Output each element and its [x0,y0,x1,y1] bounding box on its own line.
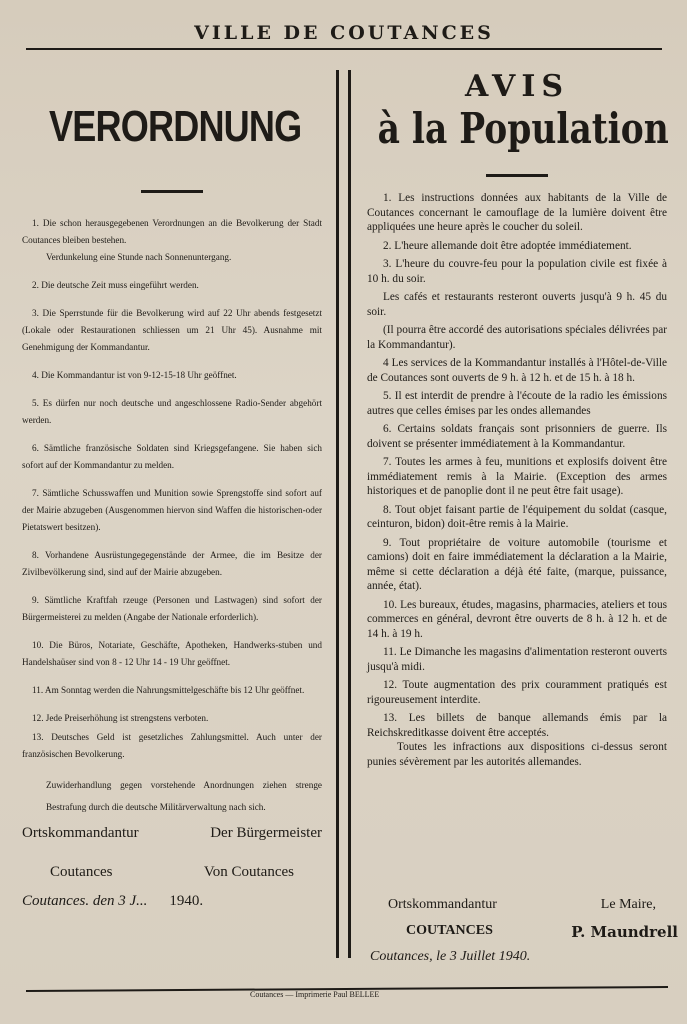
german-item: 12. Jede Preiserhöhung ist strengstens verboten. [32,713,209,723]
french-date: Coutances, le 3 Juillet 1940. [370,949,531,964]
german-item: 7. Sämtliche Schusswaffen und Munition sowie Sprengstoffe sind sofort auf der Mairie abzugeben (Ausgenommen hiervon sind Waffen die historischen-oder Pietatswert besitzen). [22,488,322,532]
german-title: VERORDNUNG [49,102,302,151]
german-item: 3. Die Sperrstunde für die Bevolkerung wird auf 22 Uhr abends festgesetzt (Lokale oder Restaurationen schliessen um 21 Uhr 45). Ausnahme mit Genehmigung der Kommandantur. [22,308,322,352]
german-sig-left-1: Ortskommandantur [22,825,139,841]
french-items [367,191,667,769]
french-item: 9. Tout propriétaire de voiture automobile (tourisme et camions) doit en faire immédiatement la déclaration a la Mairie, même si cette déclaration a déjà été faite, (marque, puissance, année, état). [367,536,667,592]
german-item: 5. Es dürfen nur noch deutsche und angeschlossene Radio-Sender abgehört werden. [22,398,322,425]
french-item: 12. Toute augmentation des prix couramment pratiqués est rigoureusement interdite. [367,679,667,706]
french-item: 4 Les services de la Kommandantur installés à l'Hôtel-de-Ville de Coutances sont ouverts de 9 h. à 12 h. et de 15 h. à 18 h. [367,357,667,384]
town-name: VILLE DE COUTANCES [194,22,494,44]
french-item: Les cafés et restaurants resteront ouverts jusqu'à 9 h. 45 du soir. [367,291,667,318]
french-sig-left-2: COUTANCES [406,923,493,938]
german-item: 8. Vorhandene Ausrüstungegegenstände der Armee, die im Besitze der Zivilbevölkerung sind, sind auf der Mairie abzugeben. [22,550,322,577]
french-item: 3. L'heure du couvre-feu pour la population civile est fixée à 10 h. du soir. [367,258,667,285]
title-rule [486,174,548,177]
german-sig-right-2: Von Coutances [203,864,294,880]
german-item: 10. Die Büros, Notariate, Geschäfte, Apotheken, Handwerks-stuben und Handelshaüser sind von 8 - 12 Uhr 14 - 19 Uhr geöffnet. [22,640,322,667]
french-item: 10. Les bureaux, études, magasins, pharmacies, ateliers et tous commerces en général, devront être ouverts de 8 h. à 12 h. et de 14 h. à 19 h. [367,598,667,640]
french-column [367,60,667,773]
french-item: 11. Le Dimanche les magasins d'alimentation resteront ouverts jusqu'à midi. [367,646,667,673]
column-divider-left [336,70,339,958]
german-item: 6. Sämtliche französische Soldaten sind Kriegsgefangene. Sie haben sich sofort auf der Kommandantur zu melden. [22,443,322,470]
french-item: 8. Tout objet faisant partie de l'équipement du soldat (casque, ceinturon, bidon) doit-être remis à la Mairie. [367,503,667,530]
german-column [22,60,322,818]
german-sig-right-1: Der Bürgermeister [210,825,322,841]
town-header [26,20,662,50]
german-item: 2. Die deutsche Zeit muss eingeführt werden. [32,280,199,290]
french-title-2: à la Population [377,104,669,153]
french-item: (Il pourra être accordé des autorisations spéciales délivrées par la Kommandantur). [367,324,667,351]
french-item: 6. Certains soldats français sont prisonniers de guerre. Ils doivent se présenter immédiatement à la Kommandantur. [367,423,667,450]
french-item: 2. L'heure allemande doit être adoptée immédiatement. [383,239,632,252]
french-sig-right-1: Le Maire, [600,897,656,912]
german-date-right: 1940. [169,893,204,909]
german-signatures [22,825,332,910]
german-sig-left-2: Coutances [50,864,113,880]
german-date-left: Coutances. den 3 J... [22,893,148,909]
french-title-1: AVIS [464,69,570,104]
french-closing: Toutes les infractions aux dispositions ci-dessus seront punies sévèrement par les autorités allemandes. [367,741,667,768]
french-item: 5. Il est interdit de prendre à l'écoute de la radio les émissions autres que celles émises par les ondes allemandes [367,390,667,417]
german-item: 4. Die Kommandantur ist von 9-12-15-18 Uhr geöffnet. [32,370,237,380]
french-item: 13. Les billets de banque allemands émis par la Reichskreditkasse doivent être acceptés. [367,712,667,739]
german-item: Verdunkelung eine Stunde nach Sonnenuntergang. [46,252,232,262]
title-rule [141,190,203,193]
german-item: 11. Am Sonntag werden die Nahrungsmittelgeschäfte bis 12 Uhr geöffnet. [32,685,305,695]
german-item: 9. Sämtliche Kraftfah rzeuge (Personen und Lastwagen) sind sofort der Bürgermeisterei zu melden (Angabe der Nationale erforderlich). [22,595,322,622]
column-divider-right [348,70,351,958]
german-items [22,215,322,763]
german-closing: Zuwiderhandlung gegen vorstehende Anordnungen ziehen strenge Bestrafung durch die deutsche Militärverwaltung nach sich. [46,780,322,812]
french-sig-right-2: P. Maundrell [571,923,678,941]
french-item: 1. Les instructions données aux habitants de la Ville de Coutances concernant le camouflage de la lumière doivent être appliquées une heure après le coucher du soleil. [367,192,667,233]
french-item: 7. Toutes les armes à feu, munitions et explosifs doivent être immédiatement remis à la Mairie. (Exception des armes historiques et de panoplie dont il ne peut être fait usage). [367,456,667,497]
french-signatures [370,897,678,965]
german-item: 1. Die schon herausgegebenen Verordnungen an die Bevolkerung der Stadt Coutances bleiben bestehen. [22,218,322,245]
german-item: 13. Deutsches Geld ist gesetzliches Zahlungsmittel. Auch unter der französischen Bevolkerung. [22,732,322,759]
french-sig-left-1: Ortskommandantur [388,897,497,912]
printer-imprint: Coutances — Imprimerie Paul BELLEE [250,990,380,999]
